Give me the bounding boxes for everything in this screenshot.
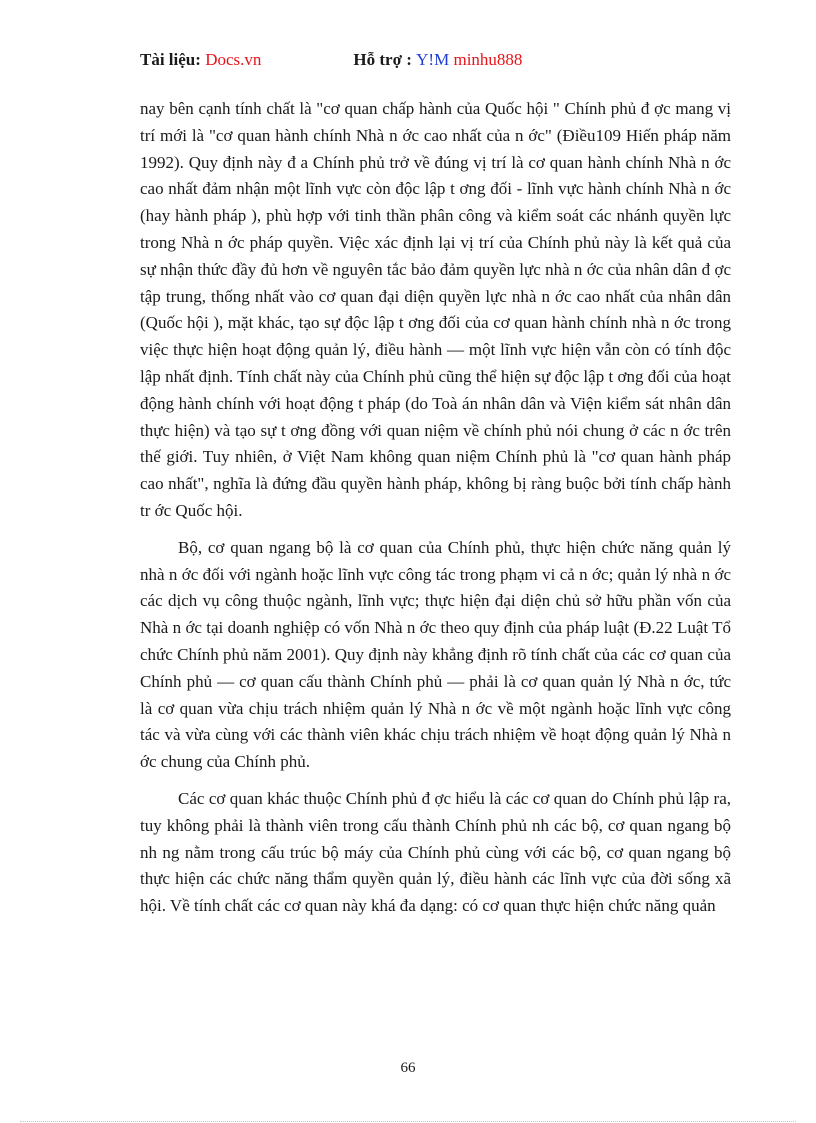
header-support-label: Hỗ trợ [353, 50, 402, 69]
header-doc-colon: : [195, 50, 206, 69]
page-header [140, 50, 522, 70]
header-support-colon: : [401, 50, 417, 69]
header-support-nick: minhu888 [453, 50, 523, 69]
paragraph: Các cơ quan khác thuộc Chính phủ đ ợc hiểu là các cơ quan do Chính phủ lập ra, tuy không phải là thành viên trong cấu thành Chính phủ nh các bộ, cơ quan ngang bộ nh ng nằm trong cấu trúc bộ máy của Chính phủ cùng với các bộ, cơ quan ngang bộ thực hiện các chức năng thẩm quyền quản lý, điều hành các lĩnh vực của đời sống xã hội. Về tính chất các cơ quan này khá đa dạng: có cơ quan thực hiện chức năng quản [140, 788, 731, 916]
page-number: 66 [400, 1060, 416, 1076]
document-body [140, 96, 731, 930]
header-doc-label: Tài liệu [140, 50, 196, 69]
paragraph: Bộ, cơ quan ngang bộ là cơ quan của Chính phủ, thực hiện chức năng quản lý nhà n ớc đối với ngành hoặc lĩnh vực công tác trong phạm vi cả n ớc; quản lý nhà n ớc các dịch vụ công thuộc ngành, lĩnh vực; thực hiện đại diện chủ sở hữu phần vốn của Nhà n ớc tại doanh nghiệp có vốn Nhà n ớc theo quy định của pháp luật (Đ.22 Luật Tổ chức Chính phủ năm 2001). Quy định này khẳng định rõ tính chất của các cơ quan của Chính phủ — cơ quan cấu thành Chính phủ — phải là cơ quan quản lý Nhà n ớc, tức là cơ quan vừa chịu trách nhiệm quản lý Nhà n ớc về một ngành hoặc lĩnh vực công tác và vừa cùng với các thành viên khác chịu trách nhiệm về hoạt động quản lý Nhà n ớc chung của Chính phủ. [140, 537, 731, 772]
header-doc-site-link[interactable]: Docs.vn [205, 50, 262, 69]
header-support-ym: Y!M [416, 50, 450, 69]
page-bottom-divider [20, 1121, 796, 1122]
paragraph: nay bên cạnh tính chất là "cơ quan chấp hành của Quốc hội " Chính phủ đ ợc mang vị trí mới là "cơ quan hành chính Nhà n ớc cao nhất của n ớc" (Điều109 Hiến pháp năm 1992). Quy định này đ a Chính phủ trở về đúng vị trí là cơ quan hành chính Nhà n ớc cao nhất đảm nhận một lĩnh vực còn độc lập t ơng đối - lĩnh vực hành chính Nhà n ớc (hay hành pháp ), phù hợp với tinh thần phân công và kiểm soát các nhánh quyền lực trong Nhà n ớc pháp quyền. Việc xác định lại vị trí của Chính phủ này là kết quả của sự nhận thức đầy đủ hơn về nguyên tắc bảo đảm quyền lực nhà n ớc của nhân dân đ ợc tập trung, thống nhất vào cơ quan đại diện quyền lực nhà n ớc cao nhất của nhân dân (Quốc hội ), mặt khác, tạo sự độc lập t ơng đối của cơ quan hành chính nhà n ớc trong việc thực hiện hoạt động quản lý, điều hành — một lĩnh vực hiện vẫn còn có tính độc lập nhất định. Tính chất này của Chính phủ cũng thể hiện sự độc lập t ơng đối của hoạt động hành chính với hoạt động t pháp (do Toà án nhân dân và Viện kiểm sát nhân dân thực hiện) và tạo sự t ơng đồng với quan niệm về chính phủ nói chung ở các n ớc trên thế giới. Tuy nhiên, ở Việt Nam không quan niệm Chính phủ là "cơ quan hành pháp cao nhất", nghĩa là đứng đầu quyền hành pháp, không bị ràng buộc bởi tính chấp hành tr ớc Quốc hội. [140, 99, 731, 520]
